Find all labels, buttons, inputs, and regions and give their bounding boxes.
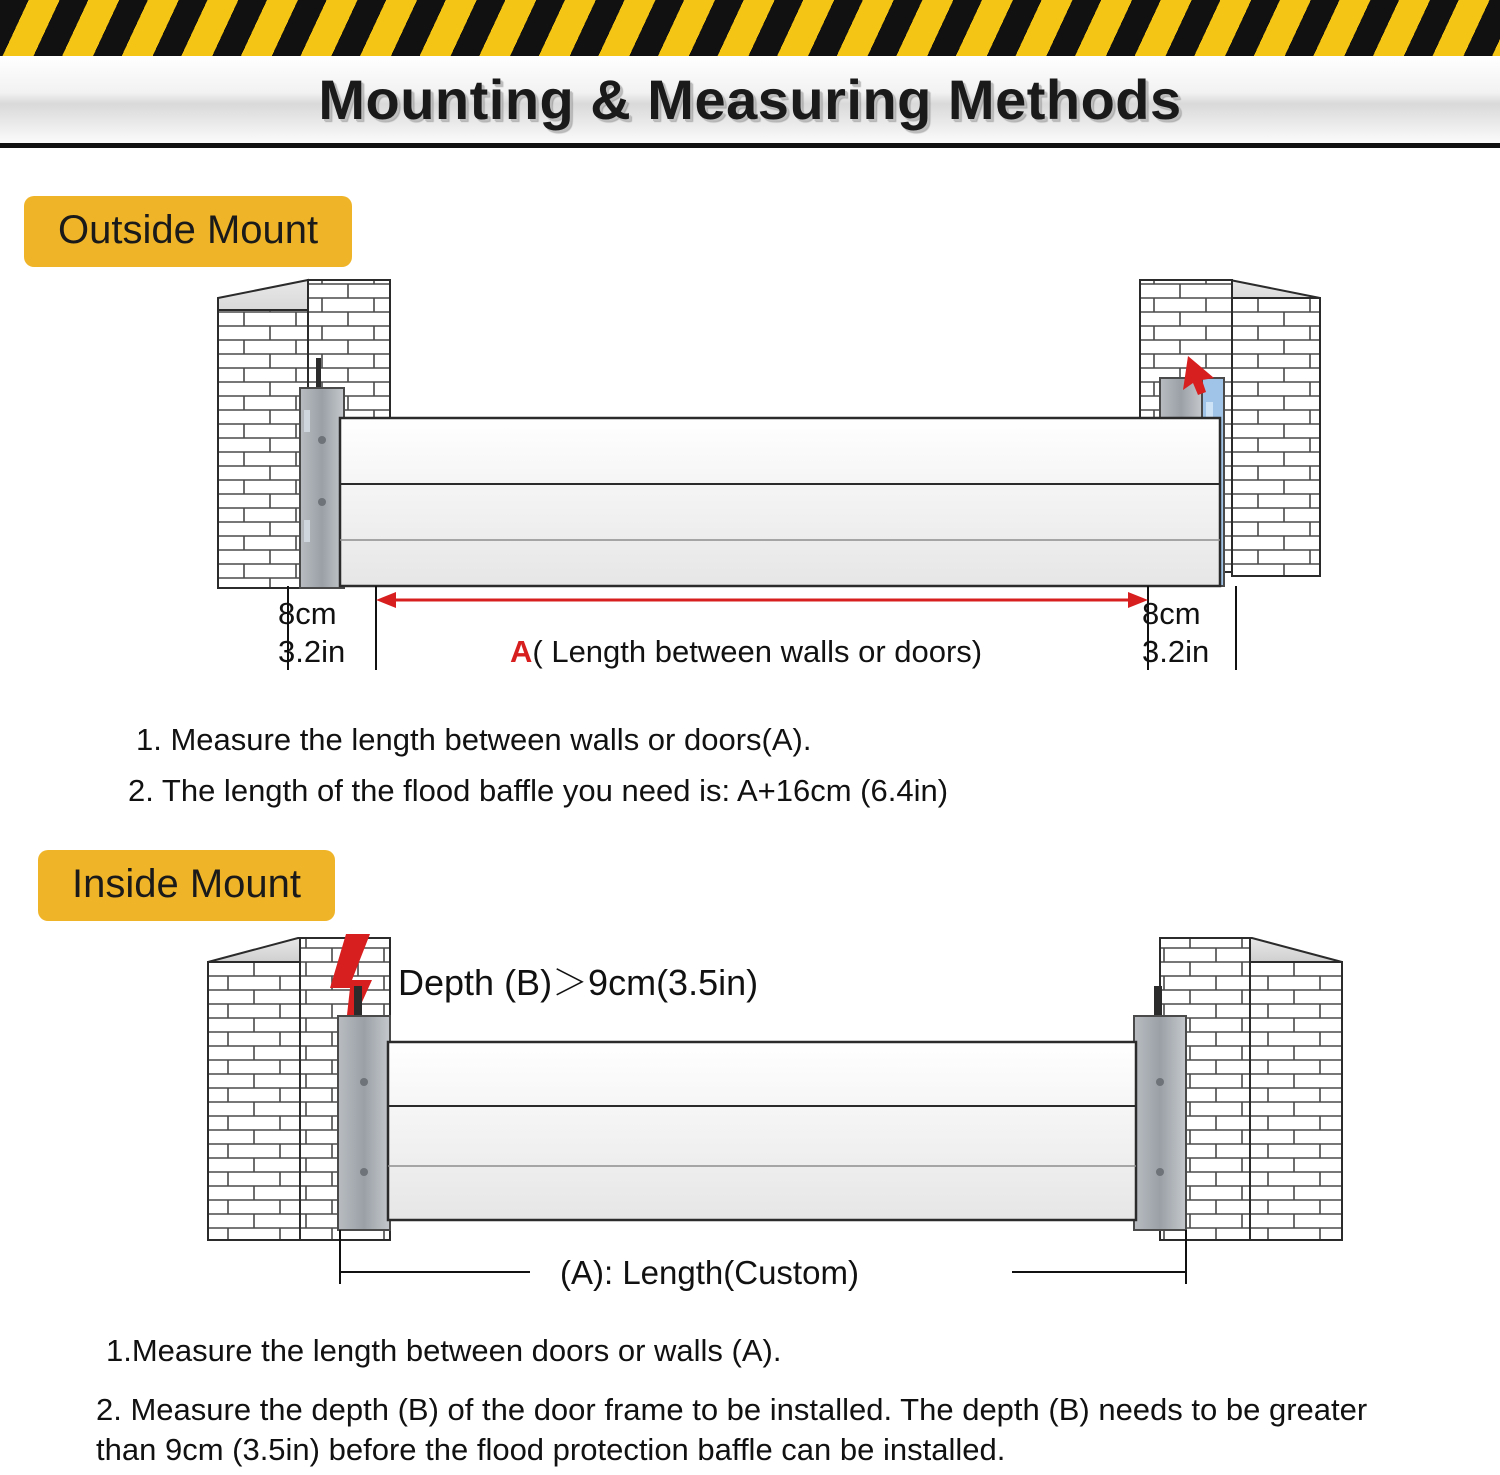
section-badge-outside-mount: Outside Mount <box>24 196 352 267</box>
inside-note-1: 1.Measure the length between doors or walls (A). <box>106 1333 782 1368</box>
header-band <box>0 0 1500 160</box>
right-mounting-bracket-inside <box>1134 986 1186 1230</box>
inside-mount-diagram <box>150 920 1410 1300</box>
inside-length-label: (A): Length(Custom) <box>560 1254 859 1291</box>
outside-note-1: 1. Measure the length between walls or doors(A). <box>136 722 812 757</box>
outside-right-offset-cm: 8cm <box>1142 596 1201 631</box>
inside-depth-label: Depth (B)＞9cm(3.5in) <box>398 962 759 1003</box>
left-mounting-bracket <box>300 358 344 588</box>
section-badge-inside-mount: Inside Mount <box>38 850 335 921</box>
flood-baffle-panel-inside <box>388 1042 1136 1220</box>
right-wall-pillar-inside <box>1160 938 1342 1240</box>
hazard-stripe-icon <box>0 0 1500 60</box>
outside-note-2: 2. The length of the flood baffle you need is: A+16cm (6.4in) <box>128 773 949 808</box>
outside-left-offset-in: 3.2in <box>278 634 346 669</box>
title-plate <box>0 56 1500 148</box>
span-marker-a: A <box>510 634 533 669</box>
outside-right-offset-in: 3.2in <box>1142 634 1210 669</box>
span-description: ( Length between walls or doors) <box>532 634 983 669</box>
flood-baffle-panel <box>340 418 1220 586</box>
left-mounting-bracket-inside <box>338 986 390 1230</box>
outside-left-offset-cm: 8cm <box>278 596 337 631</box>
inside-note-2: 2. Measure the depth (B) of the door frame to be installed. The depth (B) needs to be greater than 9cm (3.5in) before the flood protection baffle can be installed. <box>96 1392 1368 1468</box>
outside-span-label <box>510 634 982 670</box>
page-title: Mounting & Measuring Methods <box>318 68 1182 131</box>
